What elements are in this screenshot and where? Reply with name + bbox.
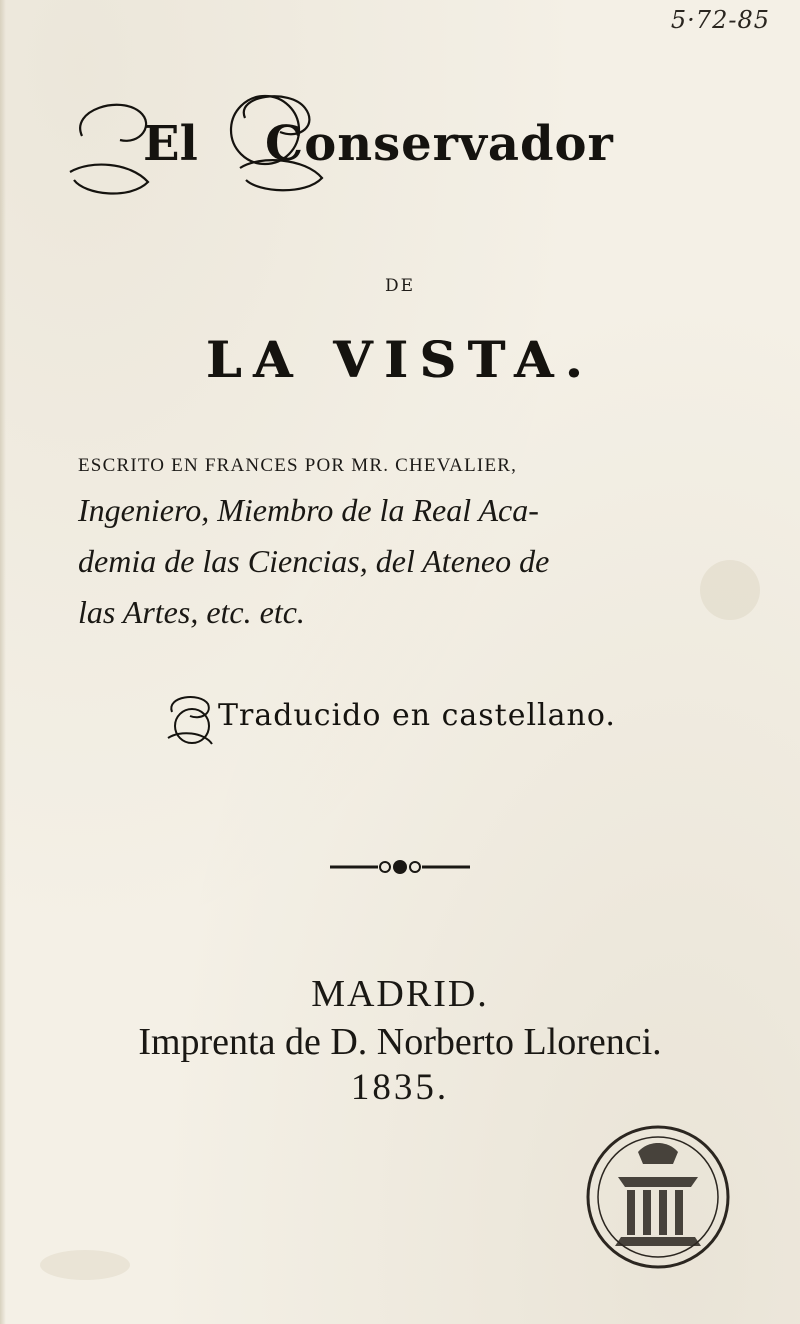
imprint-printer: Imprenta de D. Norberto Llorenci. <box>138 1021 662 1063</box>
shelfmark-annotation: 5·72-85 <box>670 6 770 34</box>
author-credentials <box>78 485 738 638</box>
title-block <box>0 90 800 200</box>
ornament-divider-icon <box>330 857 470 877</box>
translation-note: Traducido en castellano. <box>218 698 616 733</box>
translation-block <box>160 690 660 750</box>
credentials-line: demia de las Ciencias, del Ateneo de <box>78 543 550 579</box>
paper-stain <box>40 1250 130 1280</box>
credentials-line: las Artes, etc. etc. <box>78 594 305 630</box>
initial-flourish-icon <box>160 690 220 750</box>
connector-de: DE <box>384 276 416 296</box>
credentials-line: Ingeniero, Miembro de la Real Aca- <box>78 492 539 528</box>
library-stamp-icon <box>583 1122 733 1272</box>
flourish-e-bottom <box>70 165 148 194</box>
title-main-word: Conservador <box>265 116 614 172</box>
imprint-year: 1835. <box>350 1067 450 1108</box>
subject-heading: LA VISTA. <box>205 330 595 389</box>
author-line: ESCRITO EN FRANCES POR MR. CHEVALIER, <box>78 455 518 476</box>
flourish-e-top <box>80 105 146 141</box>
title-article: El <box>143 116 198 172</box>
imprint-city: MADRID. <box>311 973 489 1015</box>
